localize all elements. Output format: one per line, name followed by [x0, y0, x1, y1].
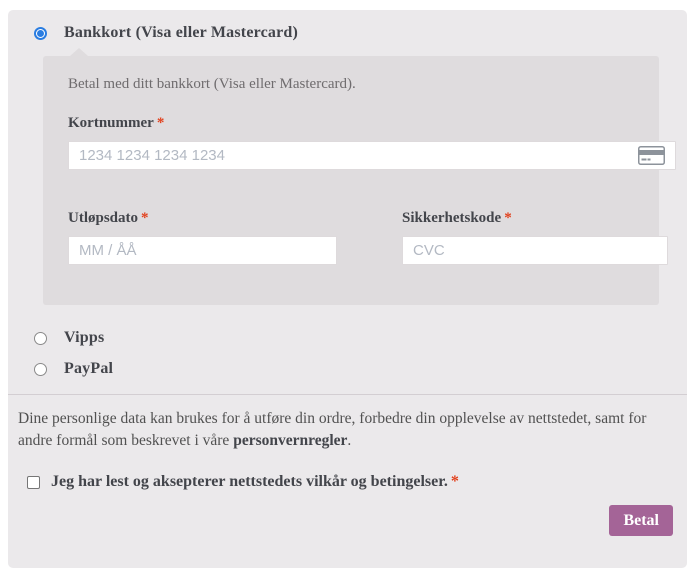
terms-label[interactable]	[51, 473, 459, 491]
expiry-input-box[interactable]	[68, 236, 337, 265]
required-asterisk: *	[504, 210, 512, 226]
privacy-notice	[8, 395, 687, 452]
payment-panel	[8, 10, 687, 568]
expiry-field	[68, 210, 337, 265]
payment-methods-list	[8, 10, 687, 395]
cvc-label	[402, 210, 668, 227]
cvc-field	[402, 210, 668, 265]
privacy-text-after: .	[347, 432, 352, 449]
expiry-input[interactable]	[79, 242, 326, 259]
cvc-label-text: Sikkerhetskode	[402, 210, 502, 226]
payment-method-vipps[interactable]	[26, 329, 673, 347]
button-row	[8, 491, 687, 536]
terms-row[interactable]	[27, 473, 687, 491]
privacy-text-before: Dine personlige data kan brukes for å utføre din ordre, forbedre din opplevelse av nettstedet, samt for andre formål som beskrevet i våre	[18, 410, 647, 449]
payment-method-paypal[interactable]	[26, 360, 673, 378]
terms-checkbox[interactable]	[27, 476, 40, 489]
required-asterisk: *	[156, 115, 165, 131]
credit-card-icon	[638, 146, 665, 165]
expiry-cvc-row	[68, 210, 634, 265]
required-asterisk: *	[141, 210, 149, 226]
card-payment-box	[43, 56, 659, 305]
expiry-label-text: Utløpsdato	[68, 210, 139, 226]
card-number-label-text: Kortnummer	[68, 115, 154, 131]
radio-paypal-unselected[interactable]	[34, 363, 47, 376]
cvc-input-box[interactable]	[402, 236, 668, 265]
payment-method-paypal-label[interactable]: PayPal	[64, 360, 114, 377]
expiry-label	[68, 210, 337, 227]
card-number-input[interactable]	[79, 147, 630, 164]
card-number-label	[68, 115, 634, 132]
payment-method-vipps-label[interactable]: Vipps	[64, 329, 105, 346]
pay-button[interactable]: Betal	[609, 505, 673, 536]
cvc-input[interactable]	[413, 242, 657, 259]
terms-label-text: Jeg har lest og aksepterer nettstedets vilkår og betingelser.	[51, 473, 448, 490]
payment-method-bankkort[interactable]	[26, 24, 673, 42]
radio-bankkort-selected[interactable]	[34, 27, 47, 40]
radio-vipps-unselected[interactable]	[34, 332, 47, 345]
required-asterisk: *	[450, 473, 459, 490]
card-payment-description: Betal med ditt bankkort (Visa eller Mastercard).	[68, 76, 356, 92]
payment-method-bankkort-label[interactable]: Bankkort (Visa eller Mastercard)	[64, 24, 299, 41]
privacy-policy-link[interactable]: personvernregler	[233, 432, 348, 449]
card-number-field	[68, 115, 634, 170]
card-number-input-box[interactable]	[68, 141, 676, 170]
